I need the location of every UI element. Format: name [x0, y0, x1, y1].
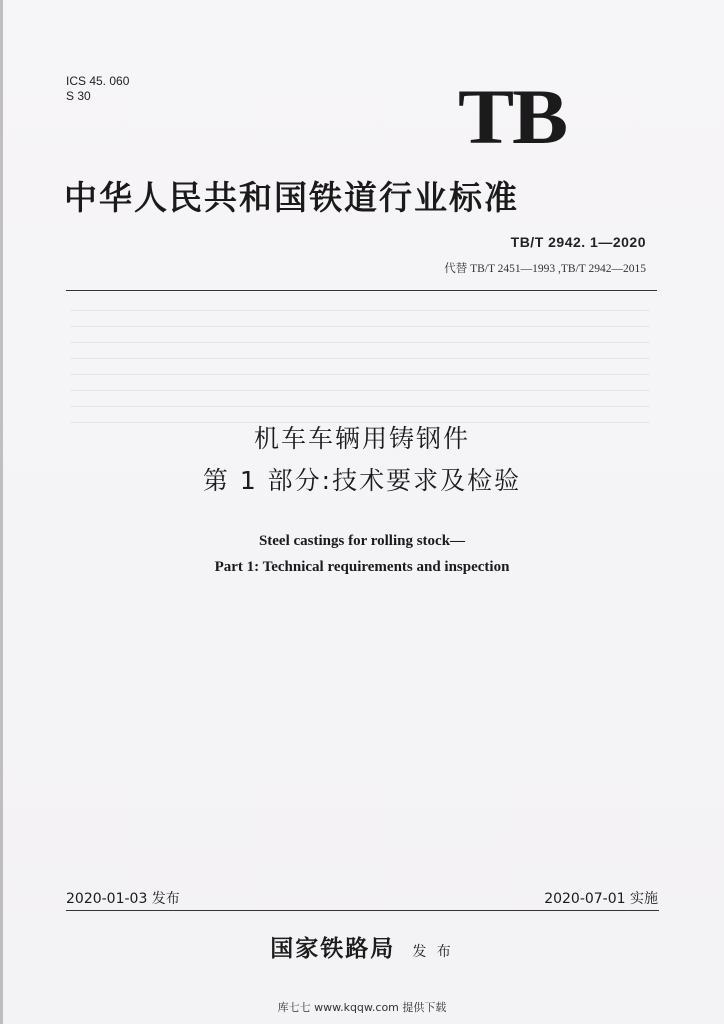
chinese-title [0, 418, 724, 502]
footer-divider [66, 910, 659, 911]
english-title [0, 528, 724, 580]
standard-type-title: 中华人民共和国铁道行业标准 [64, 178, 519, 217]
chinese-title-line-2: 第 1 部分:技术要求及检验 [202, 466, 522, 495]
classification-codes [66, 74, 129, 104]
download-watermark: 库七七 www.kqqw.com 提供下载 [277, 1001, 447, 1014]
page-edge-shadow [0, 0, 3, 1024]
replaces-note: 代替 TB/T 2451—1993 ,TB/T 2942—2015 [444, 263, 646, 275]
english-title-line-1: Steel castings for rolling stock— [258, 533, 466, 549]
tb-logo: TB [458, 73, 567, 160]
publish-date: 2020-01-03 发布 [66, 891, 180, 907]
ccs-code: S 30 [66, 89, 91, 103]
english-title-line-2: Part 1: Technical requirements and inspection [214, 559, 510, 575]
ics-code: ICS 45. 060 [66, 74, 130, 88]
header-divider [66, 290, 657, 291]
standard-number: TB/T 2942. 1—2020 [510, 234, 646, 250]
issuer-action: 发 布 [412, 944, 454, 960]
issuer-block [0, 930, 724, 963]
chinese-title-line-1: 机车车辆用铸钢件 [253, 424, 470, 453]
implement-date: 2020-07-01 实施 [544, 891, 658, 907]
issuer-name: 国家铁路局 [270, 935, 396, 962]
